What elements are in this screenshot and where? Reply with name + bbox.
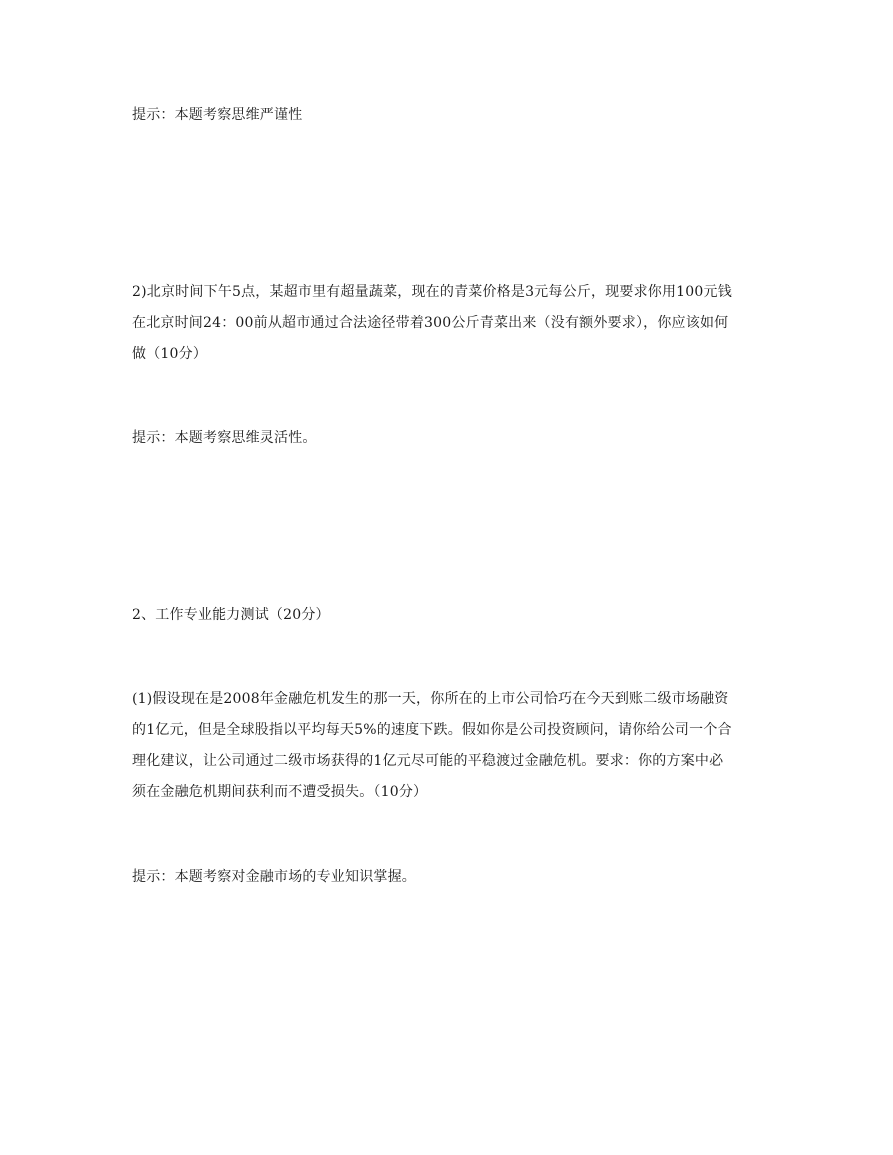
- question-text-line: 2)北京时间下午5点，某超市里有超量蔬菜，现在的青菜价格是3元每公斤，现要求你用100元钱: [132, 284, 732, 300]
- question-text-line: 在北京时间24：00前从超市通过合法途径带着300公斤青菜出来（没有额外要求），你应该如何: [132, 315, 729, 331]
- question-text-line: 的1亿元，但是全球股指以平均每天5%的速度下跌。假如你是公司投资顾问，请你给公司一个合: [132, 722, 732, 738]
- hint-text: 提示：本题考察思维严谨性: [132, 107, 303, 123]
- question-text-line: (1)假设现在是2008年金融危机发生的那一天，你所在的上市公司恰巧在今天到账二级市场融资: [132, 691, 729, 707]
- hint-text: 提示：本题考察对金融市场的专业知识掌握。: [132, 869, 416, 885]
- hint-text: 提示：本题考察思维灵活性。: [132, 430, 317, 446]
- question-text-line: 理化建议，让公司通过二级市场获得的1亿元尽可能的平稳渡过金融危机。要求：你的方案中必: [132, 753, 724, 769]
- question-text-line: 做（10分）: [132, 346, 208, 362]
- section-heading: 2、工作专业能力测试（20分）: [132, 607, 330, 623]
- question-text-line: 须在金融危机期间获利而不遭受损失。（10分）: [132, 784, 428, 800]
